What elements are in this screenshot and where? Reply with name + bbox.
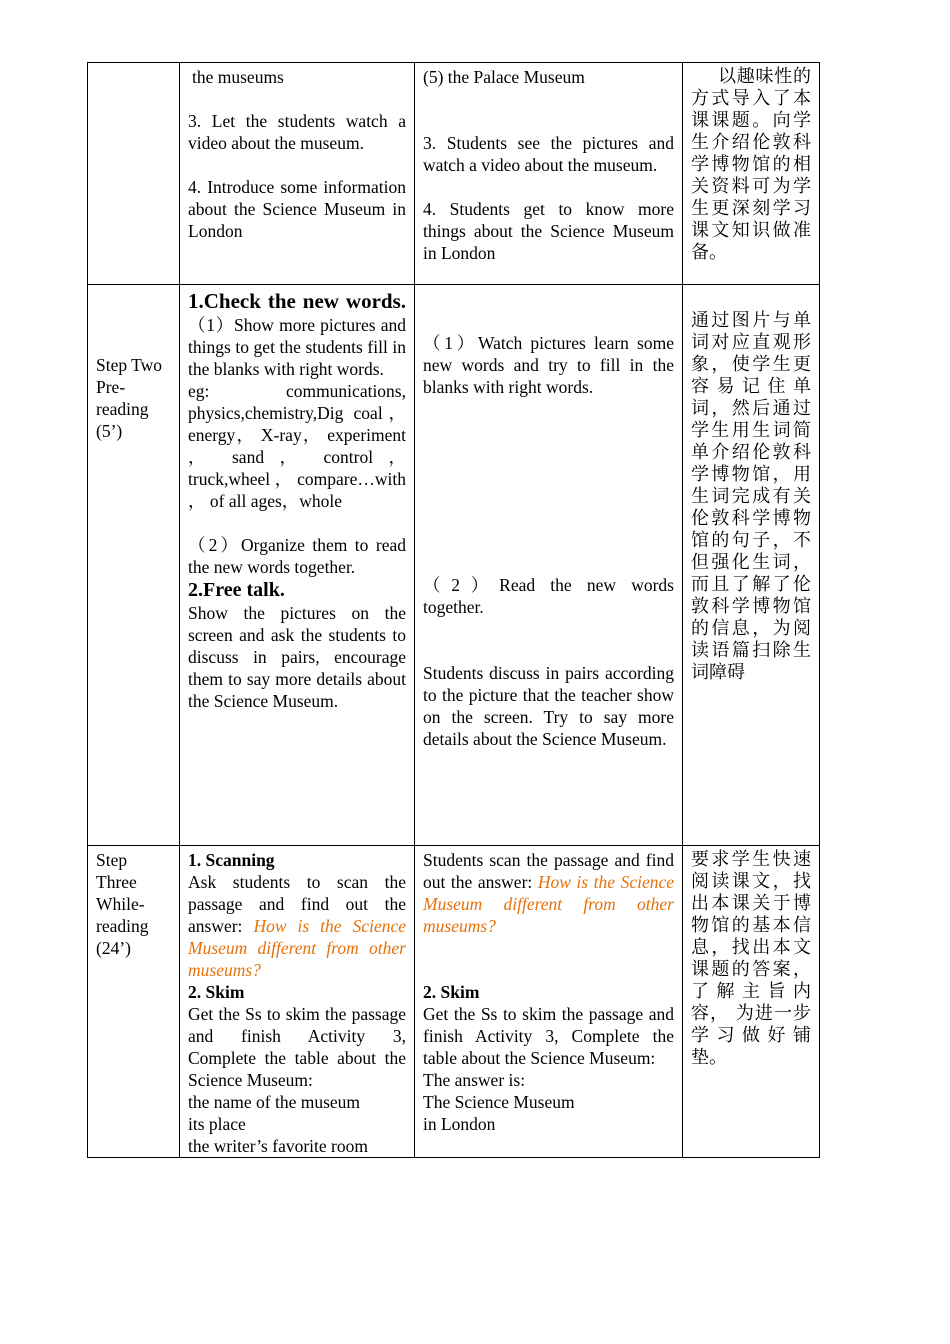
student-activity-cell — [415, 285, 683, 846]
section-heading: 1.Check the new words. — [188, 289, 406, 313]
teacher-activity-cell — [180, 285, 415, 846]
teacher-line: Get the Ss to skim the passage and finish Activity 3, Complete the table about the Science Museum: — [188, 1004, 406, 1090]
step-cell — [88, 285, 180, 846]
section-heading: 2. Skim — [188, 982, 245, 1002]
teacher-line: （1）Show more pictures and things to get the students fill in the blanks with right words. — [188, 315, 406, 379]
teacher-line: its place — [188, 1114, 246, 1134]
section-heading: 1. Scanning — [188, 850, 275, 870]
student-activity-cell — [415, 846, 683, 1158]
step-label: Step Three While-reading (24’) — [96, 850, 149, 958]
teacher-line: Ask students to scan the passage and find out the answer: How is the Science Museum different from other museums? — [188, 872, 406, 980]
step-cell — [88, 63, 180, 285]
teacher-activity-cell — [180, 846, 415, 1158]
step-label: Step Two Pre-reading (5’) — [96, 355, 163, 441]
section-heading: 2.Free talk. — [188, 579, 285, 601]
student-line: （2）Read the new words together. — [423, 575, 674, 617]
student-line: Students discuss in pairs according to the picture that the teacher show on the screen. Try to say more details about the Science Museum. — [423, 663, 674, 749]
student-line: Students scan the passage and find out the answer: How is the Science Museum different from other museums? — [423, 850, 674, 936]
purpose-cell — [683, 63, 820, 285]
step-cell — [88, 846, 180, 1158]
purpose-text: 通过图片与单词对应直观形象，使学生更容易记住单词，然后通过学生用生词简单介绍伦敦科学博物馆，用生词完成有关伦敦科学博物馆的句子，不但强化生词，而且了解了伦敦科学博物馆的信息，为阅读语篇扫除生词障碍 — [691, 310, 811, 683]
purpose-cell — [683, 285, 820, 846]
purpose-text: 以趣味性的方式导入了本课课题。向学生介绍伦敦科学博物馆的相关资料可为学生更深刻学习课文知识做准备。 — [691, 66, 811, 263]
purpose-cell — [683, 846, 820, 1158]
table-row-intro — [88, 63, 820, 285]
purpose-text: 要求学生快速阅读课文，找出本课关于博物馆的基本信息，找出本文课题的答案，了解主旨内容， 为进一步学习做好铺垫。 — [691, 849, 811, 1068]
student-line: The Science Museum — [423, 1092, 575, 1112]
question-text: How is the Science Museum different from other museums? — [188, 916, 406, 980]
question-text: How is the Science Museum different from other museums? — [423, 872, 674, 936]
teacher-line: Show the pictures on the screen and ask the students to discuss in pairs, encourage them to say more details about the Science Museum. — [188, 603, 406, 711]
teacher-line: the writer’s favorite room — [188, 1136, 368, 1156]
table-row-while-reading — [88, 846, 820, 1158]
student-line: Get the Ss to skim the passage and finish Activity 3, Complete the table about the Science Museum: — [423, 1004, 674, 1068]
section-heading: 2. Skim — [423, 982, 480, 1002]
teacher-line: eg: communications, physics,chemistry,Dig coal， energy， X-ray， experiment ， sand ， control ， truck,wheel ， compare…with ， of all ages，whole — [188, 381, 406, 511]
student-line: 3. Students see the pictures and watch a video about the museum. — [423, 133, 674, 175]
student-line: The answer is: — [423, 1070, 526, 1090]
teacher-line: （2）Organize them to read the new words together. — [188, 535, 406, 577]
student-activity-cell — [415, 63, 683, 285]
teacher-line: the name of the museum — [188, 1092, 361, 1112]
teacher-line: 4. Introduce some information about the Science Museum in London — [188, 177, 406, 241]
student-line: in London — [423, 1114, 496, 1134]
student-line: 4. Students get to know more things about the Science Museum in London — [423, 199, 674, 263]
teacher-line: 3. Let the students watch a video about the museum. — [188, 111, 406, 153]
lesson-plan-table — [87, 62, 820, 1158]
student-line: （1）Watch pictures learn some new words and try to fill in the blanks with right words. — [423, 333, 674, 397]
student-line: (5) the Palace Museum — [423, 67, 585, 87]
teacher-line: the museums — [192, 67, 284, 87]
teacher-activity-cell — [180, 63, 415, 285]
table-row-pre-reading — [88, 285, 820, 846]
